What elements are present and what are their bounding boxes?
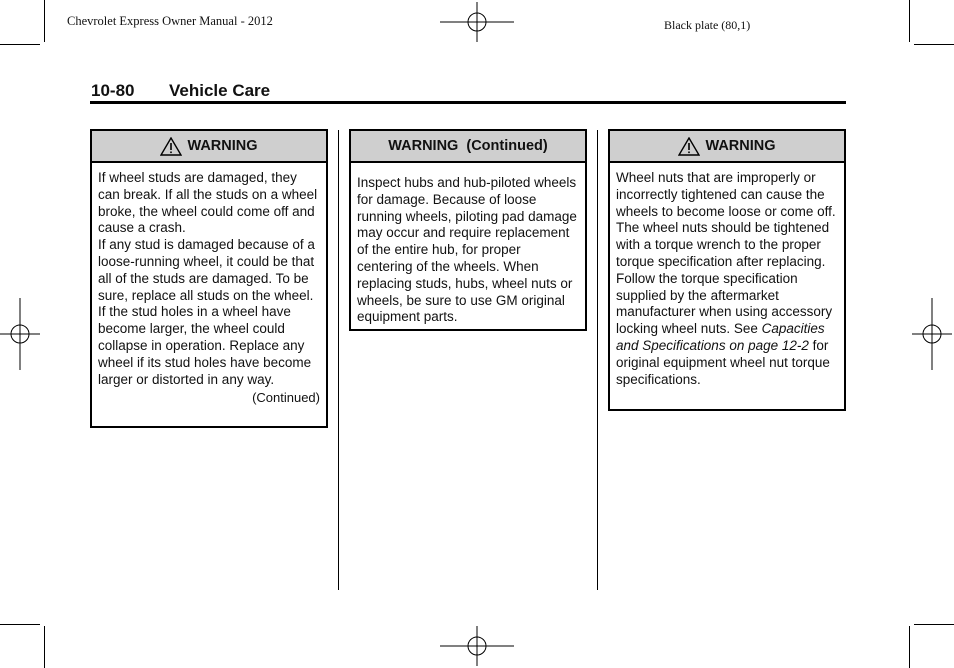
warning-body xyxy=(351,163,585,330)
warning-triangle-icon xyxy=(160,137,182,156)
registration-mark-icon xyxy=(440,626,514,666)
warning-box-middle xyxy=(349,129,587,331)
registration-mark-icon xyxy=(0,298,40,370)
warning-paragraph: If wheel studs are damaged, they can break. If all the studs on a wheel broke, the wheel could come off and cause a crash. xyxy=(98,170,318,236)
warning-heading: WARNING (Continued) xyxy=(388,138,548,154)
warning-header xyxy=(610,131,844,163)
warning-paragraph: Inspect hubs and hub-piloted wheels for damage. Because of loose running wheels, piloting pad damage may occur and require replacement of the entire hub, for proper centering of the wheels. When replacing studs, hubs, wheel nuts or wheels, be sure to use GM original equipment parts. xyxy=(357,175,577,325)
warning-body xyxy=(92,163,326,411)
continued-label: (Continued) xyxy=(252,390,320,406)
warning-paragraph: If any stud is damaged because of a loose-running wheel, it could be that all of the studs are damaged. To be sure, replace all studs on the wheel. If the stud holes in a wheel have become larger, the wheel could collapse in operation. Replace any wheel if its stud holes have become larger or distorted in any way. xyxy=(98,237,315,387)
warning-paragraph xyxy=(616,170,838,388)
column-divider xyxy=(597,130,598,590)
warning-header xyxy=(351,131,585,163)
warning-text: Wheel nuts that are improperly or incorrectly tightened can cause the wheels to become loose or come off. The wheel nuts should be tightened with a torque wrench to the proper torque specification after replacing. Follow the torque specification supplied by the aftermarket manufacturer when using accessory locking wheel nuts. See xyxy=(616,170,836,337)
warning-box-left xyxy=(90,129,328,428)
manual-title: Chevrolet Express Owner Manual - 2012 xyxy=(67,14,273,28)
registration-mark-icon xyxy=(440,2,514,42)
warning-heading: WARNING xyxy=(187,138,258,154)
heading-rule xyxy=(90,101,846,104)
section-heading xyxy=(91,81,270,101)
warning-heading: WARNING xyxy=(705,138,776,154)
warning-body xyxy=(610,163,844,392)
section-title: Vehicle Care xyxy=(169,81,271,100)
column-divider xyxy=(338,130,339,590)
page-number: 10-80 xyxy=(91,81,135,100)
cross-reference-link[interactable]: Capacities and Specifications on page 12-2 xyxy=(616,321,825,353)
warning-text: for original equipment wheel nut torque specifications. xyxy=(616,337,830,387)
warning-box-right xyxy=(608,129,846,411)
warning-triangle-icon xyxy=(678,137,700,156)
plate-label: Black plate (80,1) xyxy=(664,18,751,32)
registration-mark-icon xyxy=(912,298,952,370)
warning-header xyxy=(92,131,326,163)
